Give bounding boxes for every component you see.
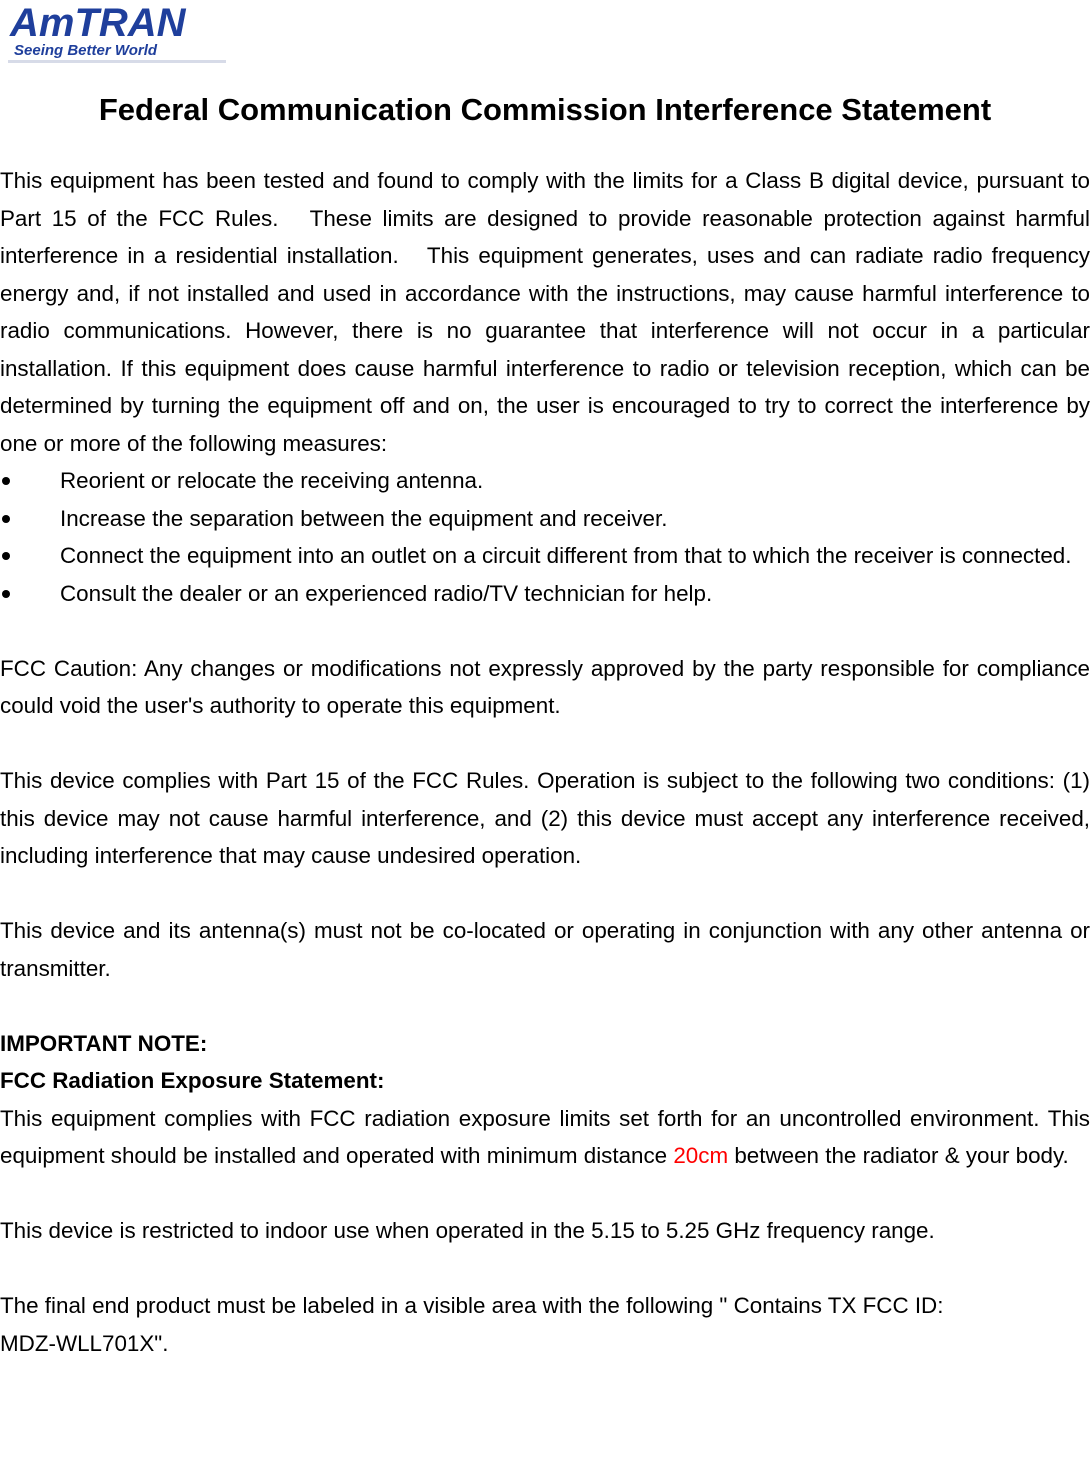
label-line-1: The final end product must be labeled in a visible area with the following " Contains TX FCC ID: xyxy=(0,1293,944,1318)
part15-paragraph: This device complies with Part 15 of the FCC Rules. Operation is subject to the following two conditions: (1) this device may not cause harmful interference, and (2) this device must accept any interference received, including interference that may cause undesired operation. xyxy=(0,768,1090,868)
important-heading: IMPORTANT NOTE: xyxy=(0,1030,208,1056)
spacer xyxy=(0,875,1090,913)
radiation-text-after: between the radiator & your body. xyxy=(728,1143,1069,1168)
bullet-icon xyxy=(2,590,10,598)
bullet-icon xyxy=(2,515,10,523)
measure-text: Increase the separation between the equipment and receiver. xyxy=(60,505,668,531)
logo-brand-text: AmTRAN xyxy=(10,1,186,45)
list-item xyxy=(0,462,1090,500)
page-title: Federal Communication Commission Interference Statement xyxy=(98,92,992,127)
logo-tagline-text: Seeing Better World xyxy=(14,42,158,59)
colocation-paragraph: This device and its antenna(s) must not be co-located or operating in conjunction with any other antenna or transmitter. xyxy=(0,918,1090,981)
label-line-2: MDZ-WLL701X". xyxy=(0,1330,169,1356)
bullet-icon xyxy=(2,477,10,485)
logo-underline xyxy=(8,60,226,63)
measure-text: Connect the equipment into an outlet on a circuit different from that to which the receiver is connected. xyxy=(60,543,1072,568)
spacer xyxy=(0,1175,1090,1213)
amtran-logo xyxy=(4,0,226,66)
bullet-icon xyxy=(2,552,10,560)
intro-paragraph: This equipment has been tested and found to comply with the limits for a Class B digital device, pursuant to Part 15 of the FCC Rules. These limits are designed to provide reasonable protection against harmful interference in a residential installation. This equipment generates, uses and can radiate radio frequency energy and, if not installed and used in accordance with the instructions, may cause harmful interference to radio communications. However, there is no guarantee that interference will not occur in a particular installation. If this equipment does cause harmful interference to radio or television reception, which can be determined by turning the equipment off and on, the user is encouraged to try to correct the interference by one or more of the following measures: xyxy=(0,168,1090,456)
list-item xyxy=(0,575,1090,613)
list-item xyxy=(0,537,1090,575)
indoor-paragraph: This device is restricted to indoor use when operated in the 5.15 to 5.25 GHz frequency range. xyxy=(0,1218,935,1243)
measure-text: Consult the dealer or an experienced radio/TV technician for help. xyxy=(60,580,713,606)
measure-text: Reorient or relocate the receiving antenna. xyxy=(60,468,484,493)
spacer xyxy=(0,1250,1090,1288)
spacer xyxy=(0,987,1090,1025)
list-item xyxy=(0,500,1090,538)
spacer xyxy=(0,725,1090,763)
radiation-paragraph xyxy=(0,1100,1090,1175)
spacer xyxy=(0,612,1090,650)
amtran-logo-graphic xyxy=(4,0,226,66)
radiation-text-before: This equipment complies with FCC radiation exposure limits set forth for an uncontrolled environment. This equipment should be installed and operated with minimum distance xyxy=(0,1105,1090,1168)
radiation-distance: 20cm xyxy=(673,1143,729,1168)
caution-paragraph: FCC Caution: Any changes or modifications not expressly approved by the party responsible for compliance could void the user's authority to operate this equipment. xyxy=(0,655,1090,718)
statement-body xyxy=(0,162,1090,1362)
radiation-heading: FCC Radiation Exposure Statement: xyxy=(0,1068,385,1093)
measures-list xyxy=(0,462,1090,612)
